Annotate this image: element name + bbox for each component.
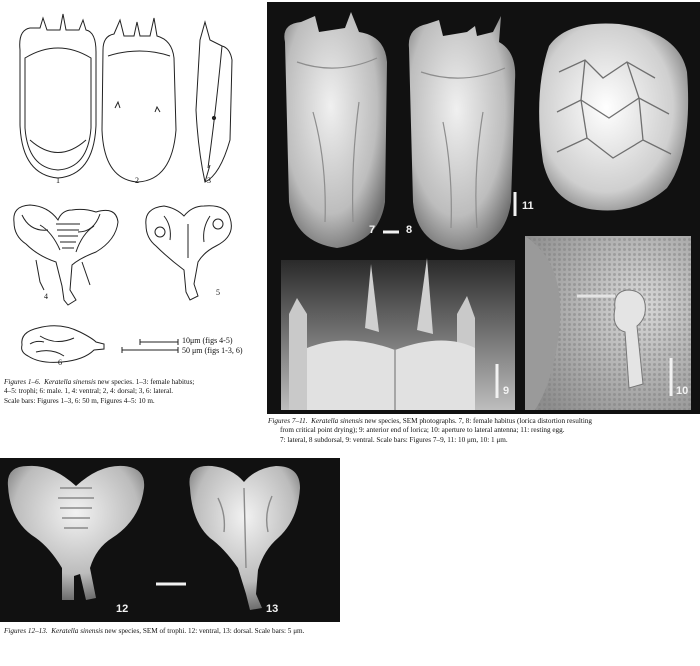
caption-1-6-text-2: 4–5: trophi; 6: male. 1, 4: ventral; 2, 4: dorsal; 3, 6: lateral. <box>4 387 174 396</box>
figure-9-label: 9 <box>503 385 510 397</box>
caption-figures-1-6 <box>4 378 266 406</box>
line-drawings <box>0 0 265 370</box>
figure-2-label: 2 <box>135 176 139 185</box>
figure-10-label: 10 <box>676 385 689 397</box>
caption-7-11-species: Keratella sinensis <box>311 417 363 425</box>
figure-6-label: 6 <box>58 358 62 367</box>
figure-13-photo <box>189 466 300 610</box>
figure-3-label: 3 <box>207 176 211 185</box>
caption-7-11-text-3: 7: lateral, 8 subdorsal, 9: ventral. Scale bars: Figures 7–9, 11: 10 μm, 10: 1 μm. <box>280 435 508 444</box>
caption-1-6-species: Keratella sinensis <box>44 378 96 386</box>
caption-1-6-title: Figures 1–6. <box>4 378 41 386</box>
figure-12-label: 12 <box>116 603 129 615</box>
figure-4-drawing <box>14 205 118 305</box>
figure-6-drawing <box>22 326 104 363</box>
caption-12-13-text: new species, SEM of trophi. 12: ventral, 13: dorsal. Scale bars: 5 μm. <box>102 627 305 635</box>
caption-1-6-text-3: Scale bars: Figures 1–3, 6: 50 m, Figures 4–5: 10 m. <box>4 396 155 405</box>
trophi-photographs <box>0 458 340 622</box>
sem-photographs <box>267 2 700 414</box>
figure-1-label: 1 <box>56 176 60 185</box>
figure-7-photo <box>284 12 387 248</box>
figure-8-label: 8 <box>406 224 413 236</box>
caption-7-11-title: Figures 7–11. <box>268 417 308 425</box>
caption-12-13-species: Keratella sinensis <box>51 627 103 635</box>
figure-9-photo <box>281 258 515 410</box>
figure-5-drawing <box>146 206 232 300</box>
figure-10-photo <box>525 236 691 410</box>
figure-12-photo <box>8 466 144 600</box>
caption-7-11-text-1: new species, SEM photographs. 7, 8: female habitus (lorica distortion resulting <box>362 417 593 425</box>
figure-7-label: 7 <box>369 224 376 236</box>
figure-13-label: 13 <box>266 603 279 615</box>
caption-1-6-line-1 <box>4 378 266 387</box>
figure-5-label: 5 <box>216 288 220 297</box>
figure-11-label: 11 <box>522 200 534 212</box>
caption-7-11-line-1 <box>268 417 700 426</box>
caption-figures-12-13 <box>4 627 424 636</box>
scale-label-50um: 50 μm (figs 1-3, 6) <box>182 346 243 355</box>
figure-1-drawing <box>20 14 96 178</box>
caption-figures-7-11 <box>268 417 700 445</box>
caption-12-13-title: Figures 12–13. <box>4 627 48 635</box>
scale-label-10um: 10μm (figs 4-5) <box>182 336 233 345</box>
figure-11-photo <box>539 23 688 210</box>
figure-3-drawing <box>196 22 232 182</box>
figure-8-photo <box>409 16 515 250</box>
caption-7-11-text-2: from critical point drying); 9: anterior end of lorica; 10: aperture to lateral antenna; 11: resting egg. <box>280 426 565 435</box>
drawing-scale-bars <box>122 339 178 353</box>
figure-4-label: 4 <box>44 292 48 301</box>
caption-1-6-text-1: new species. 1–3: female habitus; <box>95 378 195 386</box>
figure-2-drawing <box>102 18 176 182</box>
